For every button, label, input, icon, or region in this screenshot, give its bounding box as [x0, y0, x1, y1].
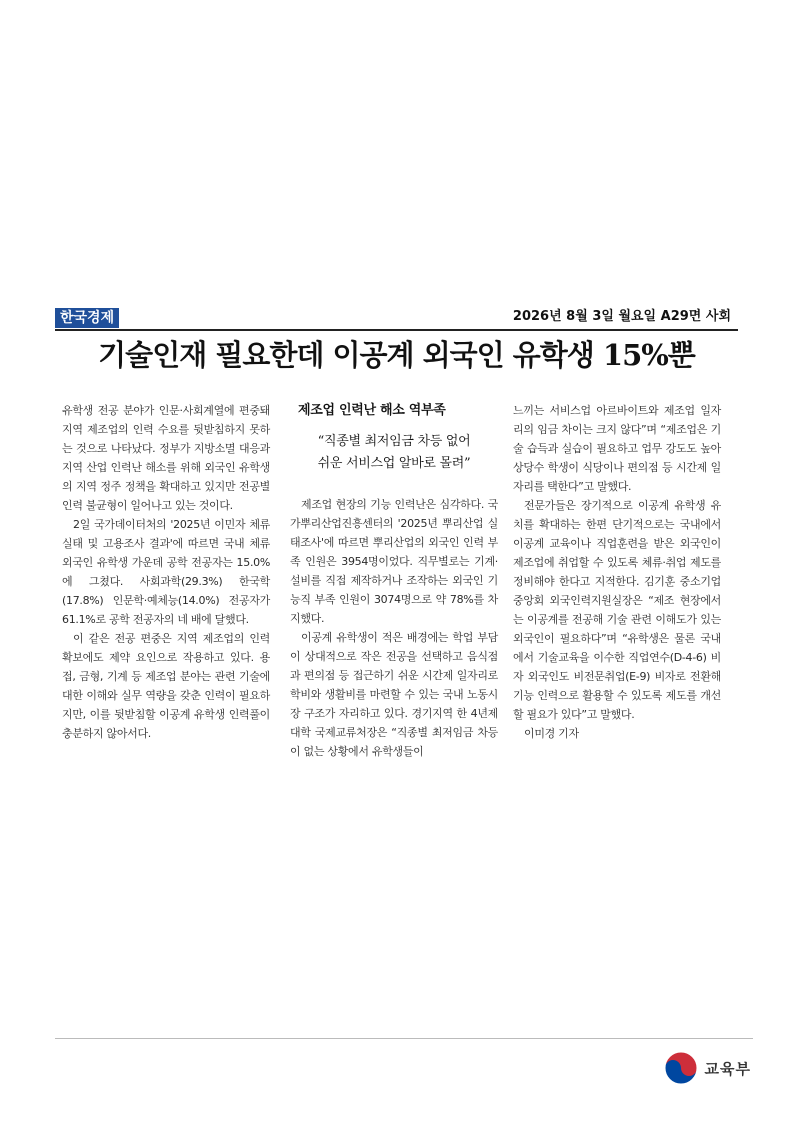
- pull-quote-line: 쉬운 서비스업 알바로 몰려”: [317, 456, 471, 471]
- newspaper-masthead: 한국경제: [55, 308, 119, 328]
- article-column-3: [513, 401, 721, 743]
- article-headline: 기술인재 필요한데 이공계 외국인 유학생 15%뿐: [98, 338, 695, 372]
- header-rule: [55, 329, 738, 331]
- ministry-name: 교육부: [704, 1059, 751, 1078]
- paragraph: 제조업 현장의 기능 인력난은 심각하다. 국가뿌리산업진흥센터의 '2025년 뿌리산업 실태조사'에 따르면 뿌리산업의 외국인 인력 부족 인원은 3954명이었다. 직무별로는 기계·설비를 직접 제작하거나 조작하는 외국인 기능직 부족 인원이 3074명으로 약 78%를 차지했다.: [290, 498, 498, 625]
- ministry-logo: [663, 1050, 751, 1086]
- pull-quote: [290, 431, 498, 475]
- dateline: 2026년 8월 3일 월요일 A29면 사회: [512, 309, 731, 324]
- paragraph: 이 같은 전공 편중은 지역 제조업의 인력 확보에도 제약 요인으로 작용하고 있다. 용접, 금형, 기계 등 제조업 분야는 관련 기술에 대한 이해와 실무 역량을 갖춘 인력이 필요하지만, 이를 뒷받침할 이공계 유학생 인력풀이 충분하지 않아서다.: [62, 632, 270, 740]
- article-subhead: 제조업 인력난 해소 역부족: [298, 403, 446, 418]
- article-column-2: [290, 401, 498, 761]
- pull-quote-line: “직종별 최저임금 차등 없어: [317, 434, 471, 449]
- taegeuk-emblem-icon: [663, 1050, 699, 1086]
- byline: 이미경 기자: [524, 727, 579, 740]
- paragraph: 전문가들은 장기적으로 이공계 유학생 유치를 확대하는 한편 단기적으로는 국내에서 이공계 교육이나 직업훈련을 받은 외국인이 제조업에 취업할 수 있도록 체류·취업 제도를 정비해야 한다고 지적한다. 김기훈 중소기업중앙회 외국인력지원실장은 “제조 현장에서는 이공계를 전공해 기술 관련 이해도가 있는 외국인이 필요하다”며 “유학생은 물론 국내에서 기술교육을 이수한 직업연수(D-4-6) 비자 외국인도 비전문취업(E-9) 비자로 전환해 기능 인력으로 활용할 수 있도록 제도를 개선할 필요가 있다”고 말했다.: [513, 499, 721, 721]
- paragraph: 2일 국가데이터처의 '2025년 이민자 체류실태 및 고용조사 결과'에 따르면 국내 체류 외국인 유학생 가운데 공학 전공자는 15.0%에 그쳤다. 사회과학(29.3%) 한국학(17.8%) 인문학·예체능(14.0%) 전공자가 61.1%로 공학 전공자의 네 배에 달했다.: [62, 518, 270, 626]
- paragraph: 유학생 전공 분야가 인문·사회계열에 편중돼 지역 제조업의 인력 수요를 뒷받침하지 못하는 것으로 나타났다. 정부가 지방소멸 대응과 지역 산업 인력난 해소를 위해 외국인 유학생의 지역 정주 정책을 확대하고 있지만 전공별 인력 불균형이 일어나고 있는 것이다.: [62, 404, 270, 512]
- footer-rule: [55, 1038, 753, 1039]
- paragraph: 이공계 유학생이 적은 배경에는 학업 부담이 상대적으로 작은 전공을 선택하고 음식점과 편의점 등 접근하기 쉬운 시간제 일자리로 학비와 생활비를 마련할 수 있는 국내 노동시장 구조가 자리하고 있다. 경기지역 한 4년제 대학 국제교류처장은 “직종별 최저임금 차등이 없는 상황에서 유학생들이: [290, 631, 498, 758]
- paragraph: 느끼는 서비스업 아르바이트와 제조업 일자리의 임금 차이는 크지 않다”며 “제조업은 기술 습득과 실습이 필요하고 업무 강도도 높아 상당수 학생이 식당이나 편의점 등 시간제 일자리를 택한다”고 말했다.: [513, 404, 721, 493]
- article-column-1: [62, 401, 270, 743]
